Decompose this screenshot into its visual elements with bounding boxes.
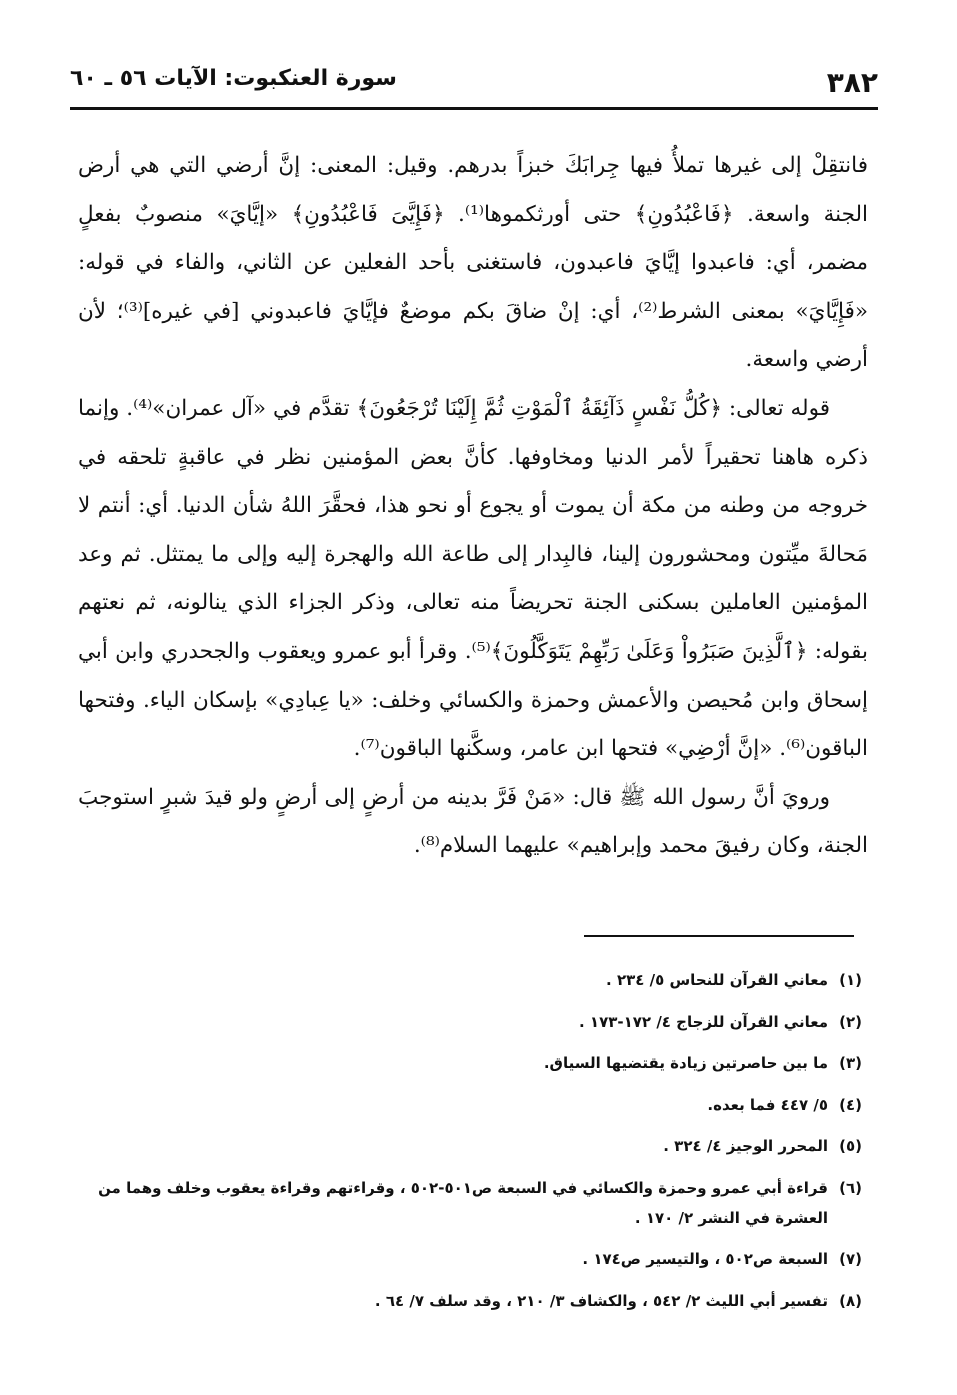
footnote-text: معاني القرآن للنحاس ٥/ ٢٣٤ . [606, 971, 828, 989]
footnote-text: تفسير أبي الليث ٢/ ٥٤٢ ، والكشاف ٣/ ٢١٠ ، وقد سلف ٧/ ٦٤ . [374, 1291, 828, 1310]
footnote-number: (٧) [839, 1250, 862, 1268]
paragraph: قوله تعالى: ﴿كُلُّ نَفْسٍ ذَآئِقَةُ ٱلْمَوْتِ ثُمَّ إِلَيْنَا تُرْجَعُونَ﴾ تقدَّم في «آل عمران»⁽⁴⁾. وإنما ذكره هاهنا تحقيراً لأمر الدنيا ومخاوفها. كأنَّ بعض المؤمنين نظر في عاقبةٍ تلحقه في خروجه من وطنه من مكة أن يموت أو يجوع أو نحو هذا، فحقَّرَ اللهُ شأن الدنيا. أي: أنتم لا مَحالةَ ميِّتون ومحشورون إلينا، فالبِدار إلى طاعة الله والهجرة إليه وإلى ما يمتثل. ثم وعد المؤمنين العاملين بسكنى الجنة تحريضاً منه تعالى، وذكر الجزاء الذي ينالونه، ثم نعتهم بقوله: ﴿ٱلَّذِينَ صَبَرُواْ وَعَلَىٰ رَبِّهِمْ يَتَوَكَّلُونَ﴾⁽⁵⁾. وقرأ أبو عمرو ويعقوب والجحدري وابن أبي إسحاق وابن مُحيصن والأعمش وحمزة والكسائي وخلف: «يا عِبادِي» بإسكان الياء. وفتحها الباقون⁽⁶⁾. «إنَّ أرْضِي» فتحها ابن عامر، وسكَّنها الباقون⁽⁷⁾. [78, 395, 868, 762]
footnote-number: (٤) [839, 1095, 862, 1114]
footnote-text: السبعة ص٥٠٢ ، والتيسير ص١٧٤ . [582, 1250, 828, 1268]
footnote [70, 1173, 862, 1233]
footnote-number: (٥) [839, 1137, 862, 1155]
footnote-number: (١) [839, 971, 862, 989]
footnote [70, 1244, 862, 1274]
page-number: ٣٨٢ [826, 66, 878, 99]
footnote-text: ما بين حاصرتين زيادة يقتضيها السياق. [543, 1054, 828, 1072]
footnotes [70, 965, 862, 1327]
footnote-number: (٨) [839, 1291, 862, 1310]
footnote-divider [584, 935, 854, 937]
footnote-number: (٣) [839, 1054, 862, 1072]
footnote [70, 1090, 862, 1120]
footnote-text: المحرر الوجيز ٤/ ٣٢٤ . [663, 1137, 828, 1155]
footnote-text: قراءة أبي عمرو وحمزة والكسائي في السبعة ص٥٠١-٥٠٢ ، وقراءتهم وقراءة يعقوب وخلف وهما من العشرة في النشر ٢/ ١٧٠ . [98, 1178, 828, 1227]
footnote [70, 1286, 862, 1316]
header-divider [70, 107, 878, 110]
page-header [70, 60, 878, 106]
footnote-text: ٥/ ٤٤٧ فما بعده. [707, 1095, 828, 1114]
footnote-number: (٢) [839, 1012, 862, 1031]
footnote-number: (٦) [839, 1178, 862, 1197]
running-title: سورة العنكبوت: الآيات ٥٦ ـ ٦٠ [70, 66, 397, 91]
main-text [78, 142, 868, 871]
paragraph: فانتقِلْ إلى غيرها تملأُ فيها جِرابَكَ خبزاً بدرهم. وقيل: المعنى: إنَّ أرضي التي هي أرض الجنة واسعة. ﴿فَاعْبُدُونِ﴾ حتى أورثكموها⁽¹⁾. ﴿فَإِيَّىَ فَاعْبُدُونِ﴾ «إيَّايَ» منصوبٌ بفعلٍ مضمر، أي: فاعبدوا إيَّايَ فاعبدون، فاستغنى بأحد الفعلين عن الثاني، والفاء في قوله: «فَإِيَّايَ» بمعنى الشرط⁽²⁾، أي: إنْ ضاقَ بكم موضعٌ فإيَّايَ فاعبدوني [في غيره]⁽³⁾؛ لأن أرضي واسعة. [78, 153, 869, 373]
footnote [70, 965, 862, 995]
footnote-text: معاني القرآن للزجاج ٤/ ١٧٢-١٧٣ . [579, 1012, 828, 1031]
footnote [70, 1007, 862, 1037]
paragraph: ورويَ أنَّ رسول الله ﷺ قال: «مَنْ فَرَّ بدينه من أرضٍ إلى أرضٍ ولو قيدَ شبرٍ استوجبَ الجنة، وكان رفيقَ محمد وإبراهيم» عليهما السلام⁽⁸⁾. [78, 784, 868, 859]
footnote [70, 1131, 862, 1161]
footnote [70, 1048, 862, 1078]
